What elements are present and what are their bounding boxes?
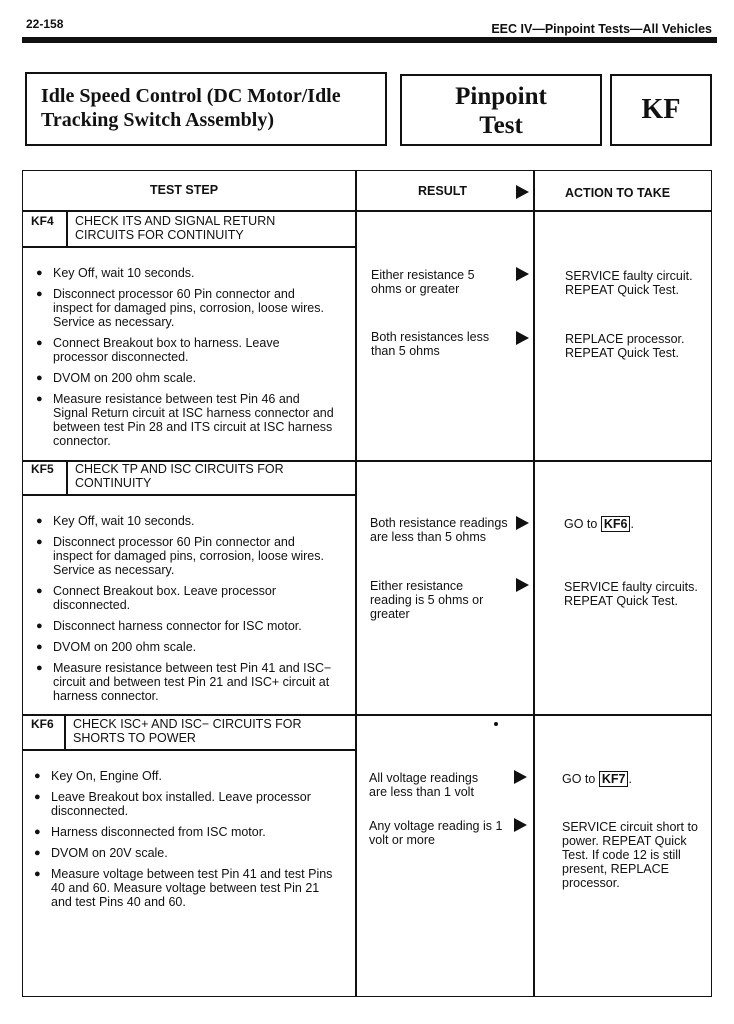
instruction-item: ● Connect Breakout box. Leave processor disconnected. — [36, 584, 336, 612]
test-code-box — [610, 74, 712, 146]
section-title: EEC IV—Pinpoint Tests—All Vehicles — [491, 22, 712, 36]
step-title-line2: CONTINUITY — [75, 476, 152, 490]
step-code: KF5 — [31, 462, 54, 476]
instruction-item: ● Disconnect processor 60 Pin connector and inspect for damaged pins, corrosion, loose wires. Service as necessary. — [36, 287, 336, 329]
arrow-right-icon — [516, 331, 529, 345]
step-code: KF6 — [31, 717, 54, 731]
pinpoint-label-line2: Test — [479, 112, 523, 139]
action-goto-label: GO to — [564, 517, 598, 531]
step-instructions — [34, 769, 334, 916]
arrow-right-icon — [514, 818, 527, 832]
row-rule-2 — [22, 714, 712, 716]
test-title-line1: Idle Speed Control (DC Motor/Idle — [41, 85, 341, 107]
instruction-item: ● Harness disconnected from ISC motor. — [34, 825, 334, 839]
result-text: Any voltage reading is 1 volt or more — [369, 819, 503, 847]
step-code-divider — [66, 210, 68, 247]
instruction-item: ● Key On, Engine Off. — [34, 769, 334, 783]
step-code: KF4 — [31, 214, 54, 228]
instruction-item: ● Disconnect processor 60 Pin connector and inspect for damaged pins, corrosion, loose wires. Service as necessary. — [36, 535, 336, 577]
instruction-item: ● Measure voltage between test Pin 41 and test Pins 40 and 60. Measure voltage between test Pin 21 and test Pins 40 and 60. — [34, 867, 334, 909]
result-text: All voltage readings are less than 1 volt — [369, 771, 479, 799]
result-text: Both resistance readings are less than 5 ohms — [370, 516, 508, 544]
action-text: SERVICE faulty circuits. REPEAT Quick Test. — [564, 580, 698, 608]
test-title-box — [25, 72, 387, 146]
instruction-item: ● Disconnect harness connector for ISC motor. — [36, 619, 336, 633]
column-header-result: RESULT — [418, 184, 468, 198]
instruction-item: ● DVOM on 200 ohm scale. — [36, 371, 336, 385]
step-title — [75, 462, 350, 490]
step-title-rule — [22, 246, 356, 248]
result-text: Both resistances less than 5 ohms — [371, 330, 490, 358]
instruction-item: ● DVOM on 20V scale. — [34, 846, 334, 860]
step-title-line1: CHECK ITS AND SIGNAL RETURN — [75, 214, 276, 228]
step-title-line2: CIRCUITS FOR CONTINUITY — [75, 228, 244, 242]
column-header-test-step: TEST STEP — [150, 183, 219, 197]
step-reference-link[interactable]: KF6 — [601, 516, 631, 532]
stray-mark — [494, 722, 498, 726]
step-title-line1: CHECK ISC+ AND ISC− CIRCUITS FOR — [73, 717, 302, 731]
instruction-item: ● Leave Breakout box installed. Leave processor disconnected. — [34, 790, 334, 818]
step-title — [75, 214, 350, 242]
step-title — [73, 717, 348, 745]
arrow-right-icon — [516, 267, 529, 281]
top-rule — [22, 37, 717, 43]
step-code-divider — [64, 714, 66, 750]
test-title-line2: Tracking Switch Assembly) — [41, 109, 274, 131]
step-title-line2: SHORTS TO POWER — [73, 731, 196, 745]
action-text: SERVICE faulty circuit. REPEAT Quick Test. — [565, 269, 693, 297]
step-title-rule — [22, 494, 356, 496]
instruction-item: ● Measure resistance between test Pin 41 and ISC− circuit and between test Pin 21 and ISC+ circuit at harness connector. — [36, 661, 336, 703]
step-reference-link[interactable]: KF7 — [599, 771, 629, 787]
step-instructions — [36, 514, 336, 710]
result-text: Either resistance reading is 5 ohms or greater — [370, 579, 484, 621]
result-text: Either resistance 5 ohms or greater — [371, 268, 475, 296]
instruction-item: ● Key Off, wait 10 seconds. — [36, 266, 336, 280]
instruction-item: ● Connect Breakout box to harness. Leave processor disconnected. — [36, 336, 336, 364]
column-divider-2 — [533, 170, 535, 997]
instruction-item: ● DVOM on 200 ohm scale. — [36, 640, 336, 654]
action-goto — [562, 771, 707, 787]
arrow-right-icon — [516, 578, 529, 592]
action-goto-suffix: . — [628, 772, 632, 786]
instruction-item: ● Measure resistance between test Pin 46 and Signal Return circuit at ISC harness connector and between test Pin 28 and ITS circuit at ISC harness connector. — [36, 392, 336, 448]
action-goto-suffix: . — [630, 517, 634, 531]
action-goto-label: GO to — [562, 772, 596, 786]
instruction-item: ● Key Off, wait 10 seconds. — [36, 514, 336, 528]
header-row-rule — [22, 210, 712, 212]
pinpoint-label-line1: Pinpoint — [455, 83, 547, 110]
action-text: REPLACE processor. REPEAT Quick Test. — [565, 332, 685, 360]
column-divider-1 — [355, 170, 357, 997]
arrow-right-icon — [516, 516, 529, 530]
arrow-right-icon — [514, 770, 527, 784]
step-code-divider — [66, 460, 68, 495]
action-text: SERVICE circuit short to power. REPEAT Quick Test. If code 12 is still present, REPLACE processor. — [562, 820, 698, 890]
pinpoint-test-box — [400, 74, 602, 146]
step-instructions — [36, 266, 336, 455]
page-number: 22-158 — [26, 17, 64, 31]
column-header-action: ACTION TO TAKE — [565, 186, 671, 200]
action-goto — [564, 516, 709, 532]
test-code: KF — [641, 94, 681, 125]
step-title-rule — [22, 749, 356, 751]
step-title-line1: CHECK TP AND ISC CIRCUITS FOR — [75, 462, 284, 476]
arrow-right-icon — [516, 185, 529, 199]
